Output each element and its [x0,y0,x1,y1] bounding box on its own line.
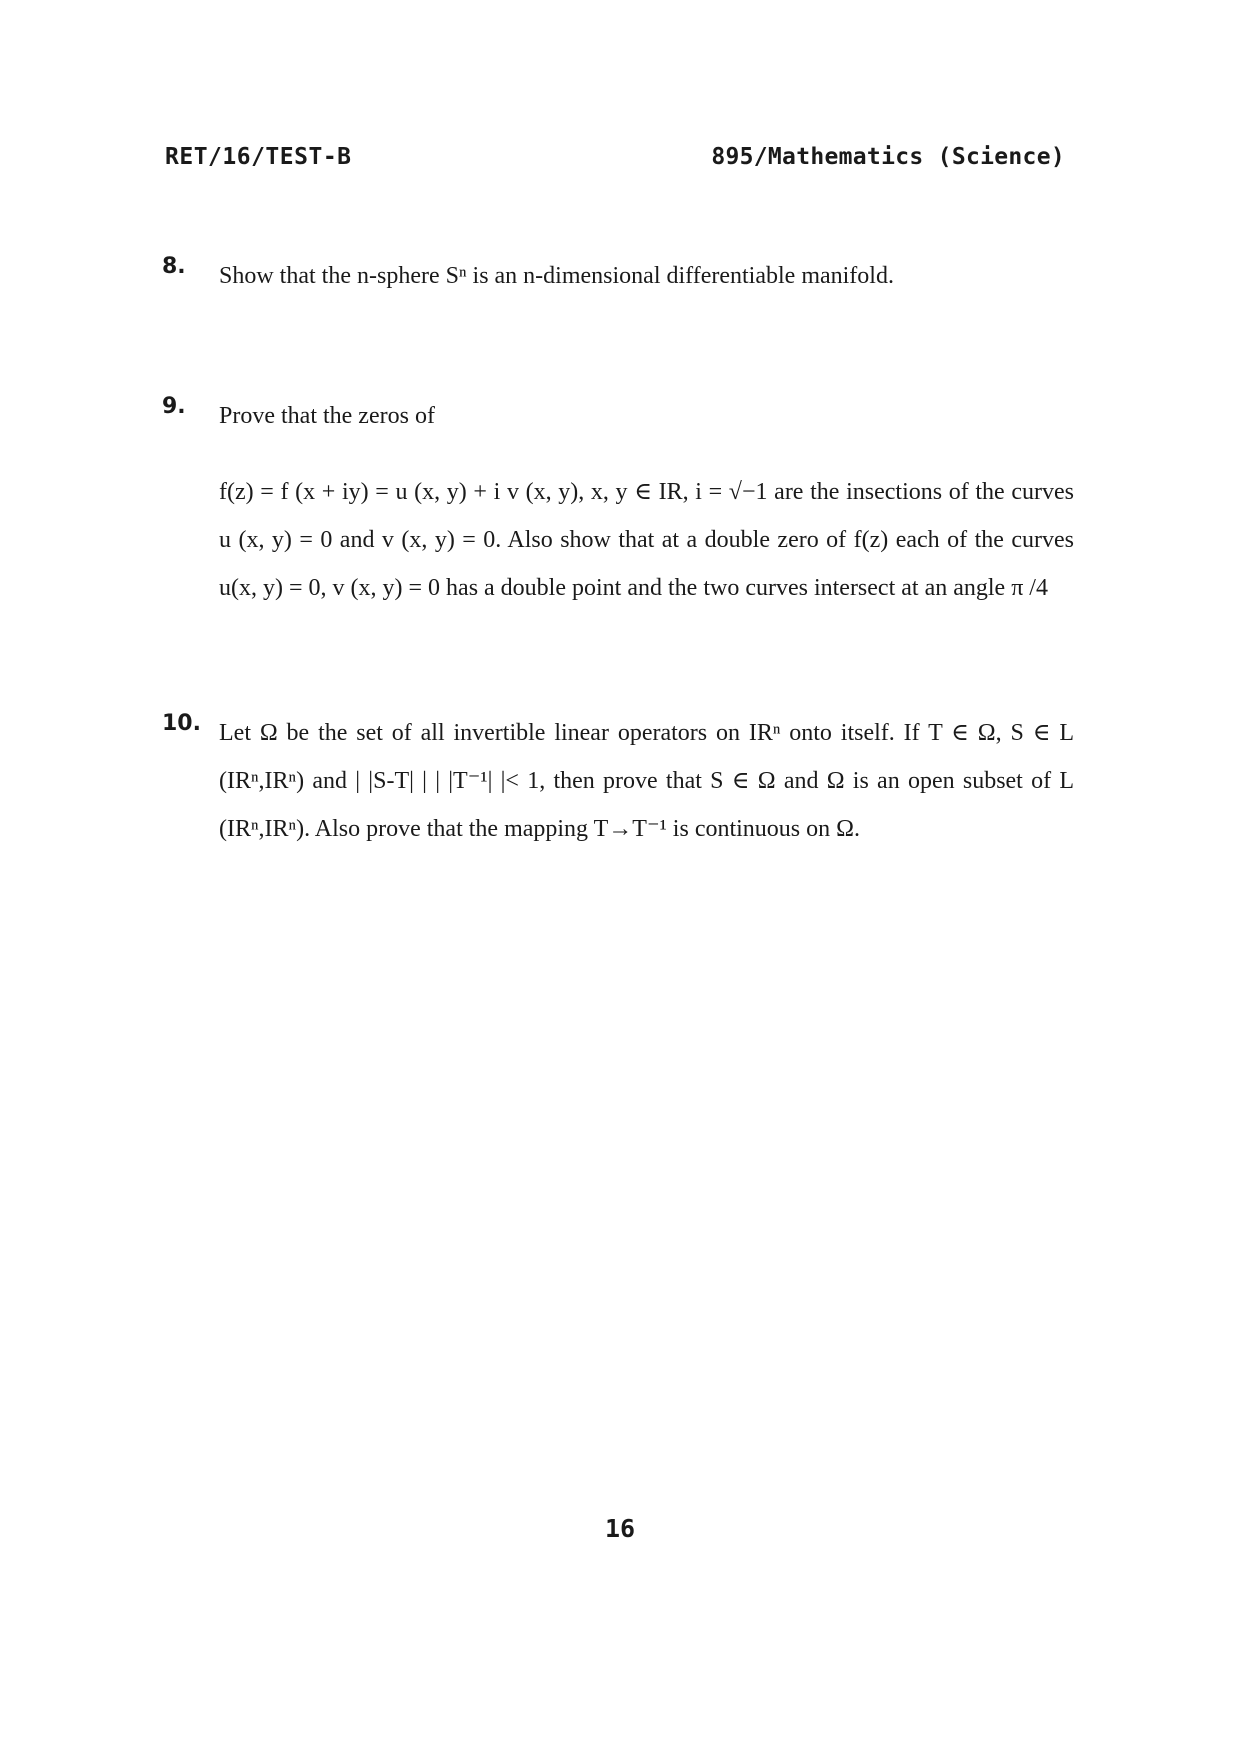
question-number: 8. [162,254,186,279]
question-paragraph: Prove that the zeros of [219,403,435,429]
page-number: 16 [604,1514,636,1543]
question-text [219,252,1074,300]
question-text [219,392,1074,612]
question-text [219,709,1074,853]
question-paragraph: Let Ω be the set of all invertible linear operators on IRⁿ onto itself. If T ∈ Ω, S ∈ L (IRⁿ,IRⁿ) and | |S-T| | | |T⁻¹| |< 1, then prove that S ∈ Ω and Ω is an open subset of L (IRⁿ,IRⁿ). Also prove that the mapping T→T⁻¹ is continuous on Ω. [219,720,1074,842]
question-paragraph: f(z) = f (x + iy) = u (x, y) + i v (x, y), x, y ∈ IR, i = √−1 are the insections of the curves u (x, y) = 0 and v (x, y) = 0. Also show that at a double zero of f(z) each of the curves u(x, y) = 0, v (x, y) = 0 has a double point and the two curves intersect at an angle π /4 [219,479,1074,601]
page-header [0,144,1240,184]
subject-title: 895/Mathematics (Science) [711,144,1065,170]
question-number: 9. [162,394,186,419]
question-number: 10. [162,711,201,736]
exam-code: RET/16/TEST-B [165,144,352,170]
question-paragraph: Show that the n-sphere Sⁿ is an n-dimensional differentiable manifold. [219,263,894,289]
